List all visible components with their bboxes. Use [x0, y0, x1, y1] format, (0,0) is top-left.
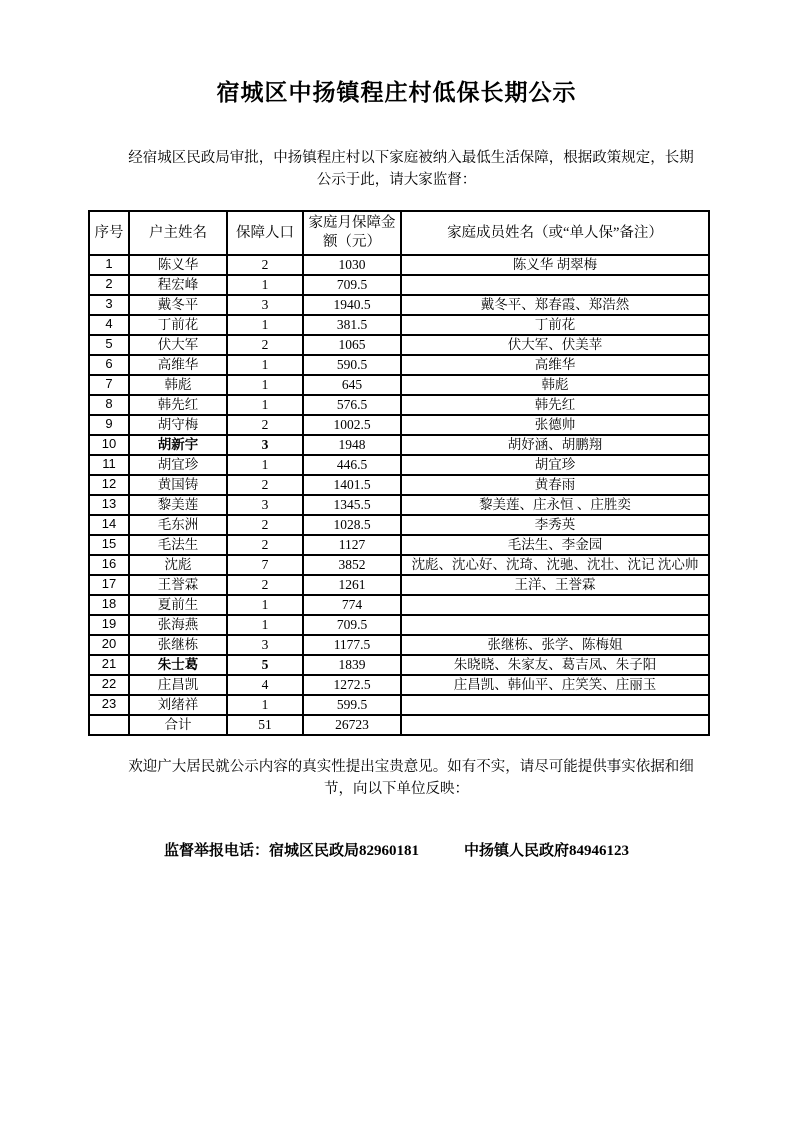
cell-householder-name: 刘绪祥: [129, 695, 227, 715]
table-row: [89, 335, 709, 355]
cell-serial: 16: [89, 555, 129, 575]
cell-members: 戴冬平、郑春霞、郑浩然: [401, 295, 709, 315]
cell-householder-name: 胡宜珍: [129, 455, 227, 475]
cell-serial: 8: [89, 395, 129, 415]
cell-members: 胡妤涵、胡鹏翔: [401, 435, 709, 455]
cell-householder-name: 张继栋: [129, 635, 227, 655]
cell-members: 李秀英: [401, 515, 709, 535]
cell-population: 3: [227, 435, 303, 455]
cell-amount: 774: [303, 595, 401, 615]
table-row: [89, 275, 709, 295]
page-title: 宿城区中扬镇程庄村低保长期公示: [216, 80, 577, 105]
cell-serial: 10: [89, 435, 129, 455]
table-row: [89, 615, 709, 635]
table-row: [89, 435, 709, 455]
cell-amount: 26723: [303, 715, 401, 735]
cell-serial: 3: [89, 295, 129, 315]
cell-population: 3: [227, 295, 303, 315]
cell-population: 1: [227, 315, 303, 335]
cell-amount: 1948: [303, 435, 401, 455]
cell-householder-name: 沈彪: [129, 555, 227, 575]
table-row: [89, 515, 709, 535]
column-header: 家庭成员姓名（或“单人保”备注）: [401, 211, 709, 255]
cell-serial: 1: [89, 255, 129, 275]
cell-serial: 2: [89, 275, 129, 295]
cell-members: 韩先红: [401, 395, 709, 415]
cell-members: 张继栋、张学、陈梅姐: [401, 635, 709, 655]
table-row: [89, 255, 709, 275]
table-row: [89, 495, 709, 515]
table-row: [89, 475, 709, 495]
table-row: [89, 575, 709, 595]
cell-serial: 19: [89, 615, 129, 635]
cell-amount: 1839: [303, 655, 401, 675]
cell-population: 2: [227, 415, 303, 435]
cell-members: [401, 275, 709, 295]
cell-population: 1: [227, 375, 303, 395]
cell-householder-name: 黎美莲: [129, 495, 227, 515]
column-header: 保障人口: [227, 211, 303, 255]
cell-members: 王洋、王誉霖: [401, 575, 709, 595]
cell-householder-name: 程宏峰: [129, 275, 227, 295]
cell-householder-name: 伏大军: [129, 335, 227, 355]
cell-population: 2: [227, 255, 303, 275]
benefits-table: [88, 210, 710, 736]
cell-population: 2: [227, 335, 303, 355]
cell-householder-name: 韩先红: [129, 395, 227, 415]
cell-amount: 1028.5: [303, 515, 401, 535]
cell-members: 张德帅: [401, 415, 709, 435]
cell-serial: 21: [89, 655, 129, 675]
cell-members: 毛法生、李金园: [401, 535, 709, 555]
cell-amount: 1127: [303, 535, 401, 555]
cell-serial: 13: [89, 495, 129, 515]
feedback-paragraph: 欢迎广大居民就公示内容的真实性提出宝贵意见。如有不实，请尽可能提供事实依据和细节，向以下单位反映：: [128, 758, 694, 798]
cell-serial: 4: [89, 315, 129, 335]
cell-householder-name: 胡守梅: [129, 415, 227, 435]
cell-population: 1: [227, 395, 303, 415]
cell-householder-name: 高维华: [129, 355, 227, 375]
cell-members: 高维华: [401, 355, 709, 375]
cell-amount: 1177.5: [303, 635, 401, 655]
table-row: [89, 695, 709, 715]
cell-serial: 18: [89, 595, 129, 615]
cell-members: [401, 595, 709, 615]
cell-amount: 1030: [303, 255, 401, 275]
cell-members: 陈义华 胡翠梅: [401, 255, 709, 275]
cell-householder-name: 王誉霖: [129, 575, 227, 595]
table-row: [89, 395, 709, 415]
cell-serial: 17: [89, 575, 129, 595]
cell-amount: 1272.5: [303, 675, 401, 695]
table-row: [89, 295, 709, 315]
cell-population: 1: [227, 615, 303, 635]
cell-amount: 645: [303, 375, 401, 395]
table-row: [89, 595, 709, 615]
cell-population: 2: [227, 515, 303, 535]
cell-members: 黄春雨: [401, 475, 709, 495]
cell-population: 1: [227, 355, 303, 375]
cell-householder-name: 戴冬平: [129, 295, 227, 315]
cell-amount: 1065: [303, 335, 401, 355]
intro-paragraph: 经宿城区民政局审批，中扬镇程庄村以下家庭被纳入最低生活保障，根据政策规定，长期公示于此，请大家监督：: [128, 150, 694, 189]
cell-serial: 20: [89, 635, 129, 655]
cell-serial: 7: [89, 375, 129, 395]
cell-population: 4: [227, 675, 303, 695]
cell-amount: 1401.5: [303, 475, 401, 495]
cell-population: 1: [227, 275, 303, 295]
cell-members: 韩彪: [401, 375, 709, 395]
cell-serial: 12: [89, 475, 129, 495]
cell-serial: 5: [89, 335, 129, 355]
cell-serial: 23: [89, 695, 129, 715]
cell-population: 51: [227, 715, 303, 735]
cell-population: 2: [227, 535, 303, 555]
table-row: [89, 355, 709, 375]
cell-householder-name: 毛法生: [129, 535, 227, 555]
cell-serial: 11: [89, 455, 129, 475]
cell-serial: 14: [89, 515, 129, 535]
cell-householder-name: 韩彪: [129, 375, 227, 395]
cell-members: 胡宜珍: [401, 455, 709, 475]
cell-householder-name: 胡新宇: [129, 435, 227, 455]
cell-amount: 446.5: [303, 455, 401, 475]
cell-members: 黎美莲、庄永恒 、庄胜奕: [401, 495, 709, 515]
hotline-line: 监督举报电话：宿城区民政局82960181 中扬镇人民政府84946123: [163, 842, 629, 859]
column-header: 序号: [89, 211, 129, 255]
table-row: [89, 655, 709, 675]
cell-population: 1: [227, 695, 303, 715]
column-header: 户主姓名: [129, 211, 227, 255]
cell-serial: 6: [89, 355, 129, 375]
cell-members: 伏大军、伏美苹: [401, 335, 709, 355]
cell-amount: 709.5: [303, 615, 401, 635]
cell-householder-name: 丁前花: [129, 315, 227, 335]
cell-serial: [89, 715, 129, 735]
cell-amount: 1345.5: [303, 495, 401, 515]
cell-amount: 590.5: [303, 355, 401, 375]
cell-population: 5: [227, 655, 303, 675]
cell-members: 丁前花: [401, 315, 709, 335]
cell-members: 沈彪、沈心好、沈琦、沈驰、沈壮、沈记 沈心帅: [401, 555, 709, 575]
cell-householder-name: 毛东洲: [129, 515, 227, 535]
cell-householder-name: 张海燕: [129, 615, 227, 635]
cell-total-label: 合计: [129, 715, 227, 735]
table-header-row: [89, 211, 709, 255]
cell-householder-name: 黄国铸: [129, 475, 227, 495]
cell-amount: 1261: [303, 575, 401, 595]
cell-population: 2: [227, 575, 303, 595]
table-row: [89, 315, 709, 335]
cell-amount: 1002.5: [303, 415, 401, 435]
cell-amount: 576.5: [303, 395, 401, 415]
table-row: [89, 375, 709, 395]
cell-amount: 3852: [303, 555, 401, 575]
cell-members: 朱晓晓、朱家友、葛吉凤、朱子阳: [401, 655, 709, 675]
table-row: [89, 635, 709, 655]
table-row: [89, 555, 709, 575]
cell-amount: 381.5: [303, 315, 401, 335]
cell-serial: 15: [89, 535, 129, 555]
cell-population: 1: [227, 455, 303, 475]
table-row: [89, 675, 709, 695]
cell-householder-name: 陈义华: [129, 255, 227, 275]
cell-amount: 1940.5: [303, 295, 401, 315]
cell-serial: 9: [89, 415, 129, 435]
cell-population: 3: [227, 635, 303, 655]
cell-members: [401, 715, 709, 735]
cell-householder-name: 庄昌凯: [129, 675, 227, 695]
total-row: [89, 715, 709, 735]
cell-population: 1: [227, 595, 303, 615]
cell-members: [401, 615, 709, 635]
cell-population: 7: [227, 555, 303, 575]
column-header: 家庭月保障金额（元）: [303, 211, 401, 255]
table-row: [89, 415, 709, 435]
cell-amount: 599.5: [303, 695, 401, 715]
cell-population: 2: [227, 475, 303, 495]
cell-serial: 22: [89, 675, 129, 695]
cell-householder-name: 朱士葛: [129, 655, 227, 675]
cell-members: [401, 695, 709, 715]
cell-population: 3: [227, 495, 303, 515]
cell-householder-name: 夏前生: [129, 595, 227, 615]
table-row: [89, 455, 709, 475]
cell-amount: 709.5: [303, 275, 401, 295]
table-row: [89, 535, 709, 555]
cell-members: 庄昌凯、韩仙平、庄笑笑、庄丽玉: [401, 675, 709, 695]
